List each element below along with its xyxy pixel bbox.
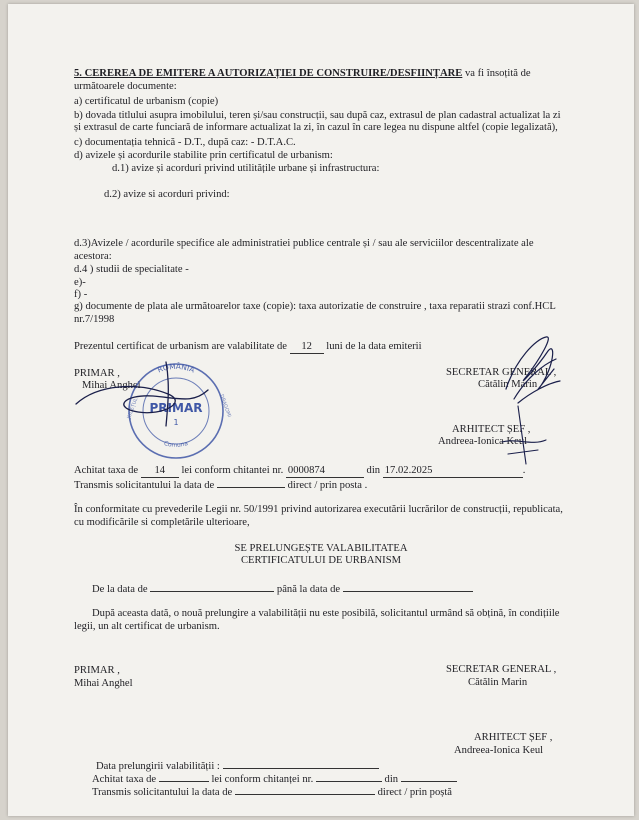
primar-title-top: PRIMAR , [74, 368, 120, 379]
item-b-line1: b) dovada titlului asupra imobilului, teren și/sau construcții, sau după caz, extrasul de plan cadastral actualizat la zi [74, 110, 561, 121]
item-a: a) certificatul de urbanism (copie) [74, 96, 219, 107]
stamp-bottom-arc: Comuna [163, 440, 189, 449]
transmis-prefix: Transmis solicitantului la data de [74, 480, 215, 491]
section-5-intro: următoarele documente: [74, 81, 177, 92]
stamp-number: 1 [173, 418, 179, 427]
payment-receipt-label: lei conform chitantei nr. [181, 465, 284, 476]
payment-date-label: din [366, 465, 381, 476]
secretar-signature [496, 329, 566, 409]
item-d1: d.1) avize și acorduri privind utilitățile urbane și infrastructura: [112, 163, 380, 174]
item-d3-line2: acestora: [74, 251, 112, 262]
footer-taxa-label: Achitat taxa de [92, 774, 157, 785]
secretar-title-top: SECRETAR GENERAL , [446, 367, 557, 378]
footer-din-label: din [384, 774, 399, 785]
item-b-line2: și extrasul de carte funciară de informare actualizat la zi, în cazul în care legea nu dispune altfel (copie legalizată), [74, 122, 558, 133]
payment-receipt-number: 0000874 [286, 465, 364, 478]
transmis-line-top [74, 478, 367, 492]
section-5-heading-line [74, 68, 531, 80]
transmis-date-blank [217, 478, 285, 488]
item-f: f) - [74, 289, 88, 300]
validity-suffix: luni de la data emiterii [326, 341, 422, 352]
arhitect-name-top: Andreea-Ionica Keul [438, 436, 528, 447]
arhitect-title-bottom: ARHITECT ȘEF , [474, 732, 553, 743]
arhitect-name-bottom: Andreea-Ionica Keul [454, 745, 544, 756]
validity-prefix: Prezentul certificat de urbanism are valabilitate de [74, 341, 287, 352]
item-d2: d.2) avize si acorduri privind: [104, 189, 230, 200]
footer-transmis-label: Transmis solicitantului la data de [92, 787, 233, 798]
secretar-name-bottom: Cătălin Marin [468, 677, 528, 688]
section-5-heading: 5. CEREREA DE EMITERE A AUTORIZAȚIEI DE CONSTRUIRE/DESFIINȚARE [74, 68, 463, 79]
primar-signature [68, 354, 238, 434]
item-c: c) documentația tehnică - D.T., după caz: - D.T.A.C. [74, 137, 296, 148]
item-d3-line1: d.3)Avizele / acordurile specifice ale administratiei publice centrale și / sau ale serviciilor descentralizate ale [74, 238, 534, 249]
extension-from-blank [150, 582, 274, 592]
footer-prelungire-label: Data prelungirii valabilității : [96, 761, 220, 772]
svg-text:Comuna [163, 440, 189, 449]
extension-from-label: De la data de [92, 584, 148, 595]
footer-line-1 [96, 759, 379, 773]
law-line1: În conformitate cu prevederile Legii nr. 50/1991 privind autorizarea executării lucrărilor de construcții, republicata, [74, 504, 563, 515]
footer-line-2 [92, 772, 457, 786]
payment-amount: 14 [141, 465, 179, 478]
primar-title-bottom: PRIMAR , [74, 665, 120, 676]
section-5-heading-tail: va fi însoțită de [465, 68, 531, 79]
footer-transmis-suffix: direct / prin poștă [377, 787, 453, 798]
stamp-right-arc: DRAGOMI [218, 393, 232, 419]
extension-to-blank [343, 582, 473, 592]
document-page [8, 4, 634, 816]
footer-chitanta-blank [316, 772, 382, 782]
secretar-title-bottom: SECRETAR GENERAL , [446, 664, 557, 675]
payment-date: 17.02.2025 [383, 465, 523, 478]
primar-name-bottom: Mihai Anghel [74, 678, 133, 689]
footer-taxa-blank [159, 772, 209, 782]
item-g-line1: g) documente de plata ale următoarelor taxe (copie): taxa autorizatie de construire , taxa reparatii strazi conf.HCL [74, 301, 556, 312]
arhitect-signature [498, 402, 558, 472]
stamp-center: PRIMAR [149, 401, 203, 415]
extension-title-1: SE PRELUNGEȘTE VALABILITATEA [234, 543, 408, 554]
transmis-suffix: direct / prin posta . [287, 480, 368, 491]
footer-transmis-blank [235, 785, 375, 795]
extension-title-2: CERTIFICATULUI DE URBANISM [240, 555, 402, 566]
footer-chitanta-label: lei conform chitanței nr. [211, 774, 314, 785]
stamp-country: ROMÂNIA [156, 361, 196, 375]
secretar-name-top: Cătălin Marin [478, 379, 538, 390]
extension-note-2: legii, un alt certificat de urbanism. [74, 621, 220, 632]
validity-months: 12 [290, 341, 324, 354]
extension-dates-line [92, 582, 473, 596]
footer-prelungire-blank [223, 759, 379, 769]
payment-prefix: Achitat taxa de [74, 465, 139, 476]
payment-line: Achitat taxa de 14 lei conform chitantei nr. 0000874 din 17.02.2025 . [74, 465, 526, 476]
stamp-left-arc: JUDEȚUL [126, 397, 140, 420]
footer-din-blank [401, 772, 457, 782]
footer-line-3 [92, 785, 452, 799]
law-line2: cu modificările si completările ulterioare, [74, 517, 250, 528]
validity-line [74, 341, 422, 354]
primar-name-top: Mihai Anghel [82, 380, 141, 391]
item-g-line2: nr.7/1998 [74, 314, 115, 325]
extension-to-label: până la data de [276, 584, 341, 595]
item-e: e)- [74, 277, 86, 288]
item-d4: d.4 ) studii de specialitate - [74, 264, 189, 275]
arhitect-title-top: ARHITECT ȘEF , [452, 424, 531, 435]
extension-note-1: După aceasta dată, o nouă prelungire a valabilității nu este posibilă, solicitantul urmând să obțină, în condițiile [92, 608, 560, 619]
item-d: d) avizele și acordurile stabilite prin certificatul de urbanism: [74, 150, 333, 161]
